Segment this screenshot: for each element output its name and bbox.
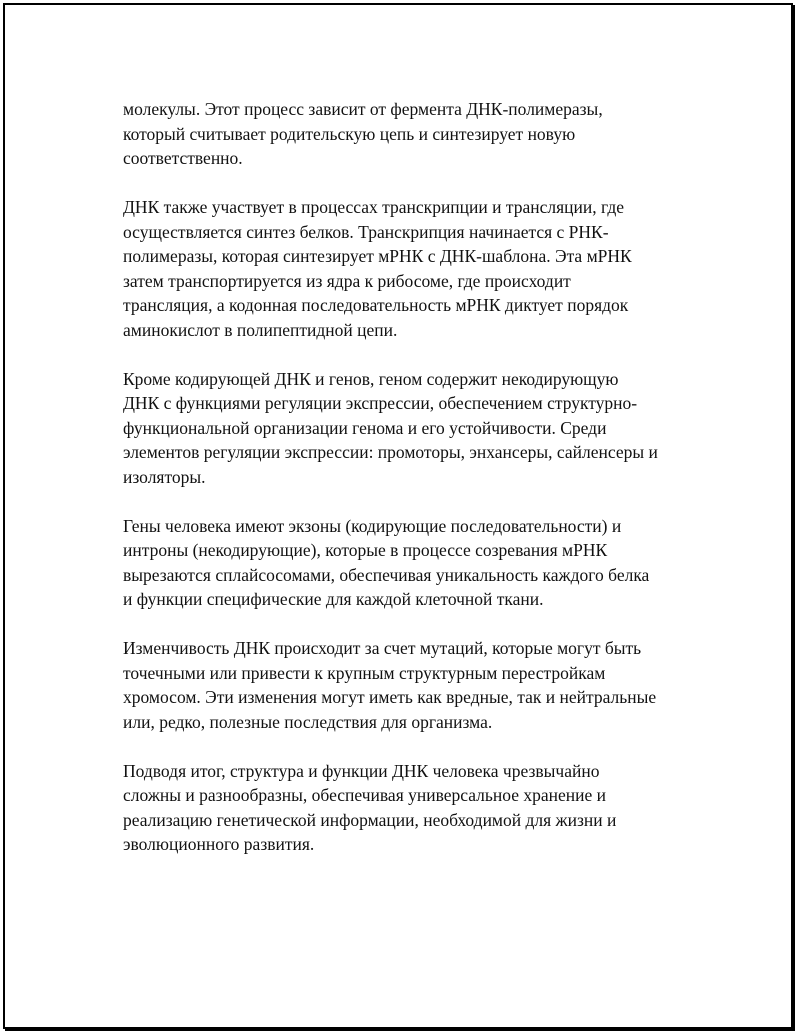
- text-line: и функции специфические для каждой клеточной ткани.: [123, 589, 544, 609]
- text-line: аминокислот в полипептидной цепи.: [123, 319, 398, 340]
- text-line: затем транспортируется из ядра к рибосоме, где происходит: [123, 270, 571, 291]
- text-line: изоляторы.: [123, 466, 206, 487]
- text-line: Подводя итог, структура и функции ДНК человека чрезвычайно: [123, 760, 600, 781]
- text-line: который считывает родительскую цепь и синтезирует новую: [123, 123, 576, 144]
- text-line: интроны (некодирующие), которые в процессе созревания мРНК: [123, 540, 608, 560]
- text-line: осуществляется синтез белков. Транскрипция начинается с РНК-: [123, 221, 609, 242]
- text-line: элементов регуляции экспрессии: промоторы, энхансеры, сайленсеры и: [123, 442, 658, 462]
- text-line: трансляция, а кодонная последовательность мРНК диктует порядок: [123, 295, 629, 315]
- text-line: молекулы. Этот процесс зависит от фермента ДНК-полимеразы,: [123, 99, 603, 119]
- text-line: реализацию генетической информации, необходимой для жизни и: [123, 809, 617, 830]
- text-line: Кроме кодирующей ДНК и генов, геном содержит некодирующую: [123, 368, 619, 389]
- text-line: вырезаются сплайсосомами, обеспечивая уникальность каждого белка: [123, 564, 650, 585]
- page-frame: [3, 3, 793, 1029]
- paragraph: [123, 514, 713, 612]
- text-line: хромосом. Эти изменения могут иметь как вредные, так и нейтральные: [123, 687, 657, 707]
- text-line: Изменчивость ДНК происходит за счет мутаций, которые могут быть: [123, 638, 642, 658]
- paragraph: [123, 195, 713, 342]
- text-line: ДНК также участвует в процессах транскрипции и трансляции, где: [123, 197, 624, 217]
- paragraph: [123, 759, 713, 857]
- text-line: эволюционного развития.: [123, 834, 315, 854]
- document-body: [123, 97, 713, 881]
- paragraph: [123, 97, 713, 171]
- text-line: или, редко, полезные последствия для организма.: [123, 711, 493, 732]
- text-line: ДНК с функциями регуляции экспрессии, обеспечением структурно-: [123, 393, 638, 413]
- text-line: Гены человека имеют экзоны (кодирующие последовательности) и: [123, 515, 622, 536]
- text-line: сложны и разнообразны, обеспечивая универсальное хранение и: [123, 785, 607, 805]
- paragraph: [123, 367, 713, 490]
- text-line: точечными или привести к крупным структурным перестройкам: [123, 662, 606, 683]
- text-line: соответственно.: [123, 148, 243, 168]
- text-line: функциональной организации генома и его устойчивости. Среди: [123, 417, 607, 438]
- paragraph: [123, 636, 713, 734]
- text-line: полимеразы, которая синтезирует мРНК с ДНК-шаблона. Эта мРНК: [123, 246, 632, 266]
